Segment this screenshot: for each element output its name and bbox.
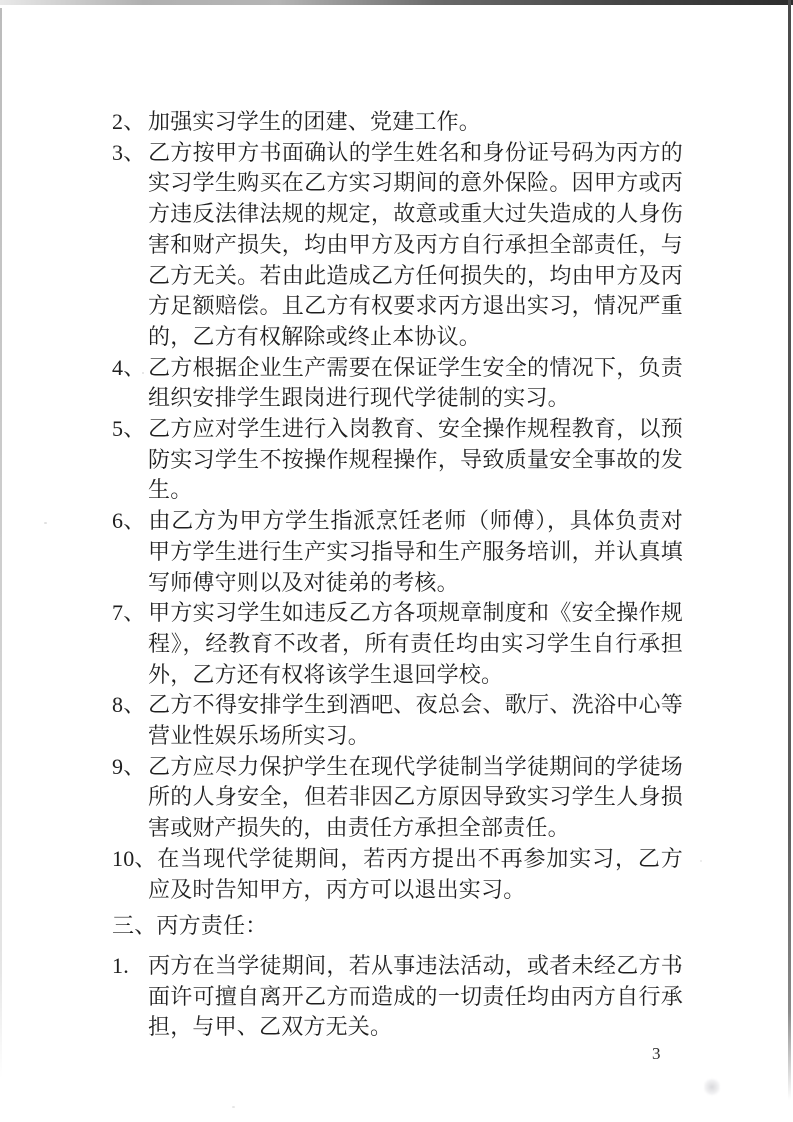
list-item-marker: 2、 (112, 109, 146, 134)
list-item-8 (112, 690, 683, 751)
list-item-4 (112, 353, 683, 414)
section-heading-marker: 三、 (112, 913, 157, 939)
page-number: 3 (652, 1044, 661, 1063)
scan-smudge (704, 1078, 720, 1096)
list-item-text: 加强实习学生的团建、党建工作。 (148, 109, 482, 134)
list-item-marker: 3、 (112, 139, 146, 165)
scan-artifact-right-edge (788, 0, 791, 1100)
scan-speck (232, 1106, 235, 1108)
list-item-marker: 10、 (112, 845, 157, 871)
section-heading-text: 丙方责任： (156, 913, 268, 939)
list-item-6 (112, 506, 683, 598)
list-item-text: 在当现代学徒期间，若丙方提出不再参加实习，乙方应及时告知甲方，丙方可以退出实习。 (148, 845, 683, 902)
scan-artifact-left-edge (0, 8, 2, 1078)
scan-speck (44, 522, 47, 524)
list-item-marker: 5、 (112, 416, 146, 442)
scan-artifact-top-edge (0, 0, 793, 5)
list-item-7 (112, 598, 683, 690)
section-heading-part-c-responsibilities (112, 911, 683, 942)
section-list-item-1 (112, 951, 683, 1043)
list-item-10 (112, 844, 683, 905)
list-item-5 (112, 414, 683, 506)
list-item-marker: 6、 (112, 508, 146, 534)
list-item-text: 乙方应对学生进行入岗教育、安全操作规程教育，以预防实习学生不按操作规程操作，导致质量安全事故的发生。 (148, 416, 683, 503)
list-item-2 (112, 107, 683, 138)
scan-speck (700, 860, 702, 862)
list-item-marker: 8、 (112, 692, 146, 718)
list-item-9 (112, 752, 683, 844)
document-body (112, 107, 683, 1043)
list-item-text: 甲方实习学生如违反乙方各项规章制度和《安全操作规程》，经教育不改者，所有责任均由实习学生自行承担外，乙方还有权将该学生退回学校。 (148, 600, 683, 687)
list-item-text: 乙方按甲方书面确认的学生姓名和身份证号码为丙方的实习学生购买在乙方实习期间的意外保险。因甲方或丙方违反法律法规的规定，故意或重大过失造成的人身伤害和财产损失，均由甲方及丙方自行承担全部责任，与乙方无关。若由此造成乙方任何损失的，均由甲方及丙方足额赔偿。且乙方有权要求丙方退出实习，情况严重的，乙方有权解除或终止本协议。 (148, 139, 683, 349)
list-item-text: 乙方根据企业生产需要在保证学生安全的情况下，负责组织安排学生跟岗进行现代学徒制的实习。 (148, 354, 683, 411)
list-item-marker: 9、 (112, 753, 146, 779)
list-item-text: 由乙方为甲方学生指派烹饪老师（师傅），具体负责对甲方学生进行生产实习指导和生产服务培训，并认真填写师傅守则以及对徒弟的考核。 (148, 508, 683, 595)
list-item-text: 乙方不得安排学生到酒吧、夜总会、歌厅、洗浴中心等营业性娱乐场所实习。 (148, 692, 683, 749)
list-item-3 (112, 138, 683, 353)
list-item-marker: 1. (112, 952, 129, 978)
list-item-marker: 7、 (112, 600, 146, 626)
list-item-text: 丙方在当学徒期间，若从事违法活动，或者未经乙方书面许可擅自离开乙方而造成的一切责任均由丙方自行承担，与甲、乙双方无关。 (148, 952, 683, 1040)
list-item-text: 乙方应尽力保护学生在现代学徒制当学徒期间的学徒场所的人身安全，但若非因乙方原因导致实习学生人身损害或财产损失的，由责任方承担全部责任。 (148, 753, 683, 841)
list-item-marker: 4、 (112, 354, 146, 380)
